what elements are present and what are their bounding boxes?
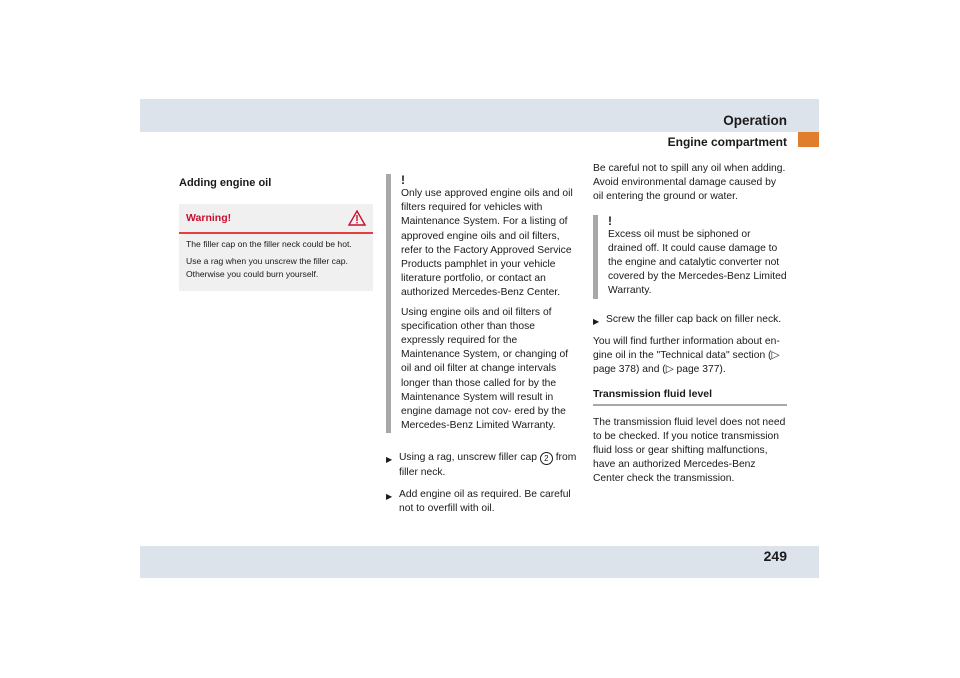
notice-box xyxy=(386,174,578,433)
footer-band xyxy=(140,546,819,578)
callout-number: 2 xyxy=(540,452,553,465)
notice-box xyxy=(593,215,787,299)
header-band xyxy=(140,99,819,132)
warning-box xyxy=(179,204,373,291)
section-text: The transmission fluid level does not need to be checked. If you notice transmission fluid loss or gear shifting malfunctions, have an authorized Mercedes-Benz Center check the transmission. xyxy=(593,416,786,485)
step-item xyxy=(593,313,787,329)
column-right xyxy=(593,162,787,487)
step-text xyxy=(399,451,578,479)
page-number: 249 xyxy=(763,548,787,564)
warning-text: Use a rag when you unscrew the filler cap. Otherwise you could burn yourself. xyxy=(186,256,348,280)
step-item xyxy=(386,451,578,479)
column-left xyxy=(179,176,373,291)
section-heading: Transmission fluid level xyxy=(593,387,787,405)
column-middle xyxy=(386,174,578,516)
notice-text: Only use approved engine oils and oil filters required for vehicles with Maintenance System. For a listing of approved engine oils and oil filters, refer to the Factory Approved Service Products pamphlet in your vehicle literature portfolio, or contact an authorized Mercedes-Benz Center. xyxy=(401,188,573,299)
step-text-part: from filler neck. xyxy=(399,452,577,478)
warning-text: The filler cap on the filler neck could be hot. xyxy=(186,239,352,250)
warning-body xyxy=(179,234,373,291)
step-item xyxy=(386,488,578,516)
notice-text: Using engine oils and oil filters of specification other than those expressly required for the Maintenance System, or changing of oil and oil filter at change intervals longer than those called for by the Maintenance System will result in engine damage not cov- ered by the Mercedes-Benz Limited Warranty. xyxy=(401,306,569,432)
notice-text: Excess oil must be siphoned or drained off. It could cause damage to the engine and catalytic converter not covered by the Mercedes-Benz Limited Warranty. xyxy=(608,228,787,297)
section-title: Engine compartment xyxy=(667,135,787,149)
info-text: You will find further information about en- gine oil in the "Technical data" section (▷ page 378) and (▷ page 377). xyxy=(593,335,780,376)
notice-mark-icon: ! xyxy=(401,173,405,187)
notice-mark-icon: ! xyxy=(608,213,612,228)
warning-header xyxy=(179,204,373,234)
warning-triangle-icon xyxy=(348,210,366,226)
bullet-arrow-icon: ▶ xyxy=(386,455,393,465)
chapter-tab-marker xyxy=(798,132,819,147)
step-text: Add engine oil as required. Be careful not to overfill with oil. xyxy=(399,488,571,515)
step-text-part: Using a rag, unscrew filler cap xyxy=(399,452,537,464)
subsection-heading: Adding engine oil xyxy=(179,177,272,189)
step-text: Screw the filler cap back on filler neck. xyxy=(606,313,782,325)
bullet-arrow-icon: ▶ xyxy=(386,491,393,501)
bullet-arrow-icon: ▶ xyxy=(593,316,600,326)
chapter-title: Operation xyxy=(723,113,787,128)
warning-label: Warning! xyxy=(186,212,232,225)
intro-text: Be careful not to spill any oil when adding. Avoid environmental damage caused by oil entering the ground or water. xyxy=(593,163,786,203)
